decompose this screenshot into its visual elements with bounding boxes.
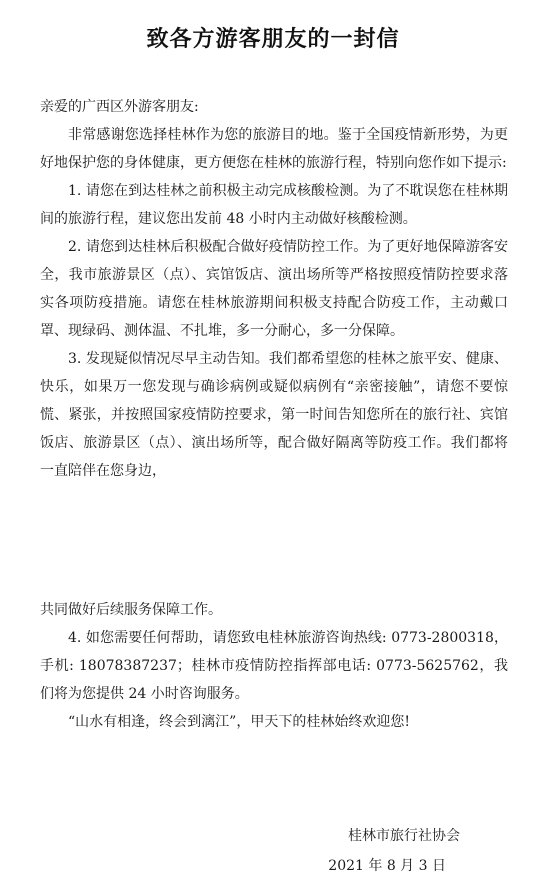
closing-paragraph: “山水有相逢，终会到漓江”，甲天下的桂林始终欢迎您! [68, 714, 410, 730]
letter-title: 致各方游客朋友的一封信 [146, 26, 400, 52]
letter-body [40, 121, 508, 485]
intro-paragraph: 非常感谢您选择桂林作为您的旅游目的地。鉴于全国疫情新形势，为更好地保护您的身体健康，更方便您在桂林的旅游行程，特别向您作如下提示: [40, 127, 508, 171]
item-3-paragraph: 3. 发现疑似情况尽早主动告知。我们都希望您的桂林之旅平安、健康、快乐，如果万一您发现与确诊病例或疑似病例有“亲密接触”，请您不要惊慌、紧张，并按照国家疫情防控要求，第一时间告知您所在的旅行社、宾馆饭店、旅游景区（点）、演出场所等，配合做好隔离等防疫工作。我们都将一直陪伴在您身边， [40, 351, 508, 479]
letter-body-continued [40, 596, 508, 736]
signature-date: 2021 年 8 月 3 日 [328, 858, 446, 874]
item-2-paragraph: 2. 请您到达桂林后积极配合做好疫情防控工作。为了更好地保障游客安全，我市旅游景区（点）、宾馆饭店、演出场所等严格按照疫情防控要求落实各项防疫措施。请您在桂林旅游期间积极支持配合防疫工作，主动戴口罩、现绿码、测体温、不扎堆，多一分耐心，多一分保障。 [40, 239, 508, 339]
item-1-paragraph: 1. 请您在到达桂林之前积极主动完成核酸检测。为了不耽误您在桂林期间的旅游行程，建议您出发前 48 小时内主动做好核酸检测。 [40, 183, 508, 227]
item-3-continued: 共同做好后续服务保障工作。 [40, 602, 222, 618]
signature-organization: 桂林市旅行社协会 [348, 828, 460, 844]
item-4-paragraph: 4. 如您需要任何帮助，请您致电桂林旅游咨询热线: 0773-2800318，手机: 18078387237；桂林市疫情防控指挥部电话: 0773-5625762，我们将为您提供 24 小时咨询服务。 [40, 630, 508, 702]
letter-greeting: 亲爱的广西区外游客朋友: [40, 99, 199, 115]
